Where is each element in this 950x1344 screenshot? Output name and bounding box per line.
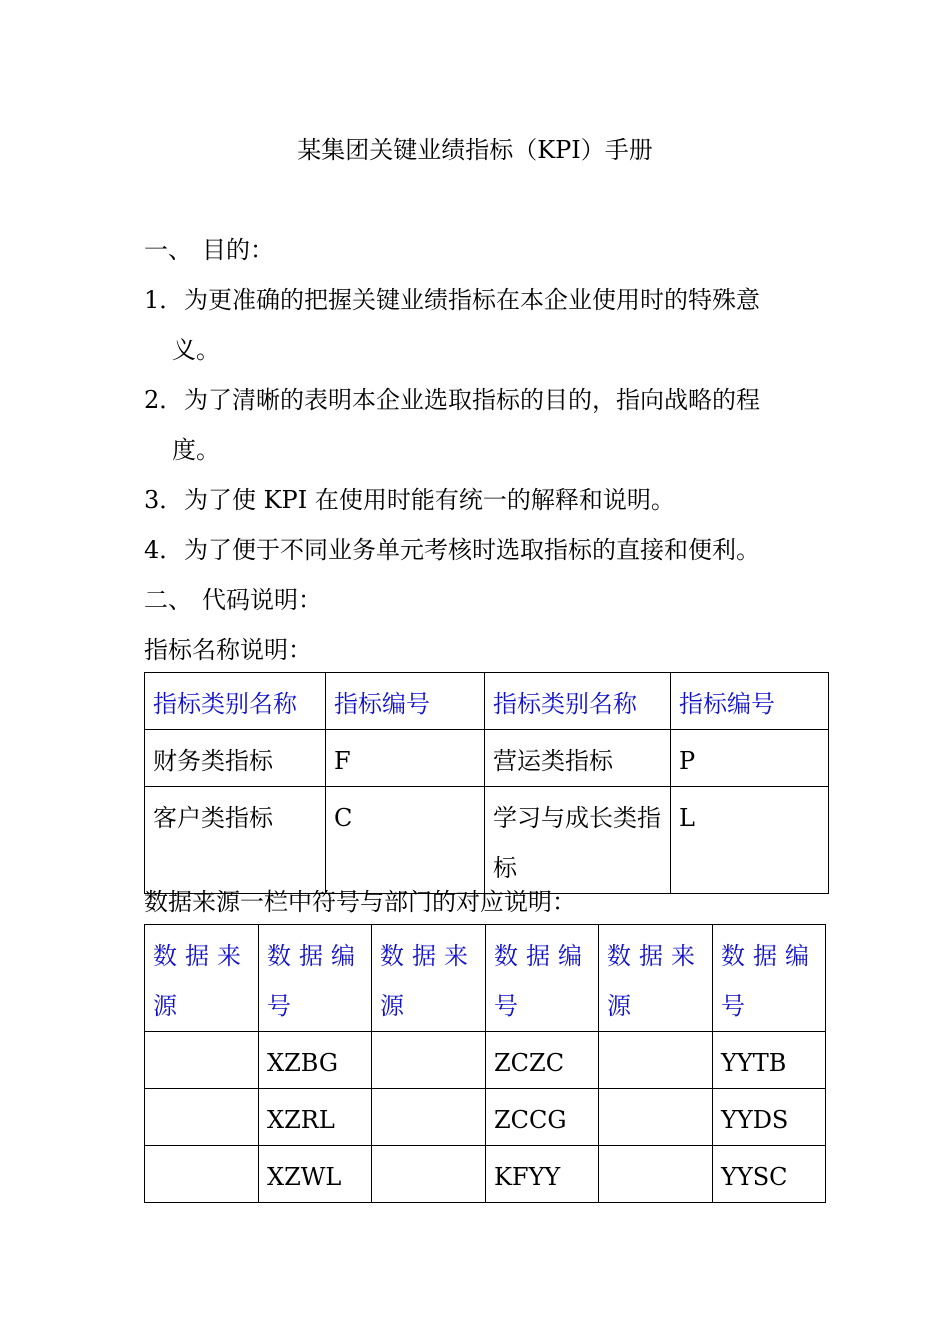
table-cell [145, 1146, 259, 1203]
list-item [144, 382, 760, 418]
table-cell [599, 1146, 713, 1203]
table-cell: XZWL [259, 1146, 372, 1203]
table-cell: 学习与成长类指标 [485, 787, 671, 894]
table-row [145, 1032, 826, 1089]
page-title: 某集团关键业绩指标（KPI）手册 [297, 136, 653, 164]
list-number: 1． [144, 286, 184, 314]
table-cell: XZRL [259, 1089, 372, 1146]
column-header: 数据编号 [486, 925, 599, 1032]
column-header: 数据来源 [599, 925, 713, 1032]
section-number: 一、 [144, 236, 192, 264]
section-title: 目的： [202, 236, 274, 264]
table-cell: KFYY [486, 1146, 599, 1203]
table-cell [372, 1089, 486, 1146]
list-text: 为了清晰的表明本企业选取指标的目的，指向战略的程 [184, 386, 760, 414]
table-cell: P [671, 730, 829, 787]
subheading-data-source: 数据来源一栏中符号与部门的对应说明： [144, 888, 576, 916]
column-header: 数据编号 [259, 925, 372, 1032]
table-cell: YYDS [713, 1089, 826, 1146]
list-item-continuation: 义。 [172, 336, 220, 364]
column-header: 指标编号 [326, 673, 485, 730]
table-header-row [145, 673, 829, 730]
table-cell: F [326, 730, 485, 787]
table-header-row [145, 925, 826, 1032]
list-text: 为了便于不同业务单元考核时选取指标的直接和便利。 [184, 536, 760, 564]
table-row [145, 787, 829, 894]
table-cell [599, 1032, 713, 1089]
table-cell: YYTB [713, 1032, 826, 1089]
table-cell [372, 1032, 486, 1089]
data-source-table [144, 924, 826, 1203]
table-cell: ZCCG [486, 1089, 599, 1146]
list-text: 为了使 KPI 在使用时能有统一的解释和说明。 [184, 486, 675, 514]
table-cell: 客户类指标 [145, 787, 326, 894]
list-number: 2． [144, 386, 184, 414]
indicator-category-table [144, 672, 829, 894]
table-cell: ZCZC [486, 1032, 599, 1089]
list-item [144, 482, 675, 518]
table-cell [372, 1146, 486, 1203]
list-number: 4． [144, 536, 184, 564]
column-header: 数据来源 [372, 925, 486, 1032]
table-cell [145, 1032, 259, 1089]
section-heading-purpose [144, 232, 274, 268]
subheading-indicator-names: 指标名称说明： [144, 636, 312, 664]
table-cell: XZBG [259, 1032, 372, 1089]
list-number: 3． [144, 486, 184, 514]
table-cell: C [326, 787, 485, 894]
table-cell: 财务类指标 [145, 730, 326, 787]
section-heading-codes [144, 582, 322, 618]
table-cell: YYSC [713, 1146, 826, 1203]
list-text: 为更准确的把握关键业绩指标在本企业使用时的特殊意 [184, 286, 760, 314]
table-row [145, 1089, 826, 1146]
table-cell: 营运类指标 [485, 730, 671, 787]
list-item [144, 282, 760, 318]
column-header: 数据来源 [145, 925, 259, 1032]
table-row [145, 730, 829, 787]
column-header: 指标类别名称 [485, 673, 671, 730]
list-item-continuation: 度。 [172, 436, 220, 464]
column-header: 指标类别名称 [145, 673, 326, 730]
section-title: 代码说明： [202, 586, 322, 614]
section-number: 二、 [144, 586, 192, 614]
table-cell: L [671, 787, 829, 894]
table-cell [599, 1089, 713, 1146]
list-item [144, 532, 760, 568]
column-header: 数据编号 [713, 925, 826, 1032]
table-cell [145, 1089, 259, 1146]
column-header: 指标编号 [671, 673, 829, 730]
table-row [145, 1146, 826, 1203]
